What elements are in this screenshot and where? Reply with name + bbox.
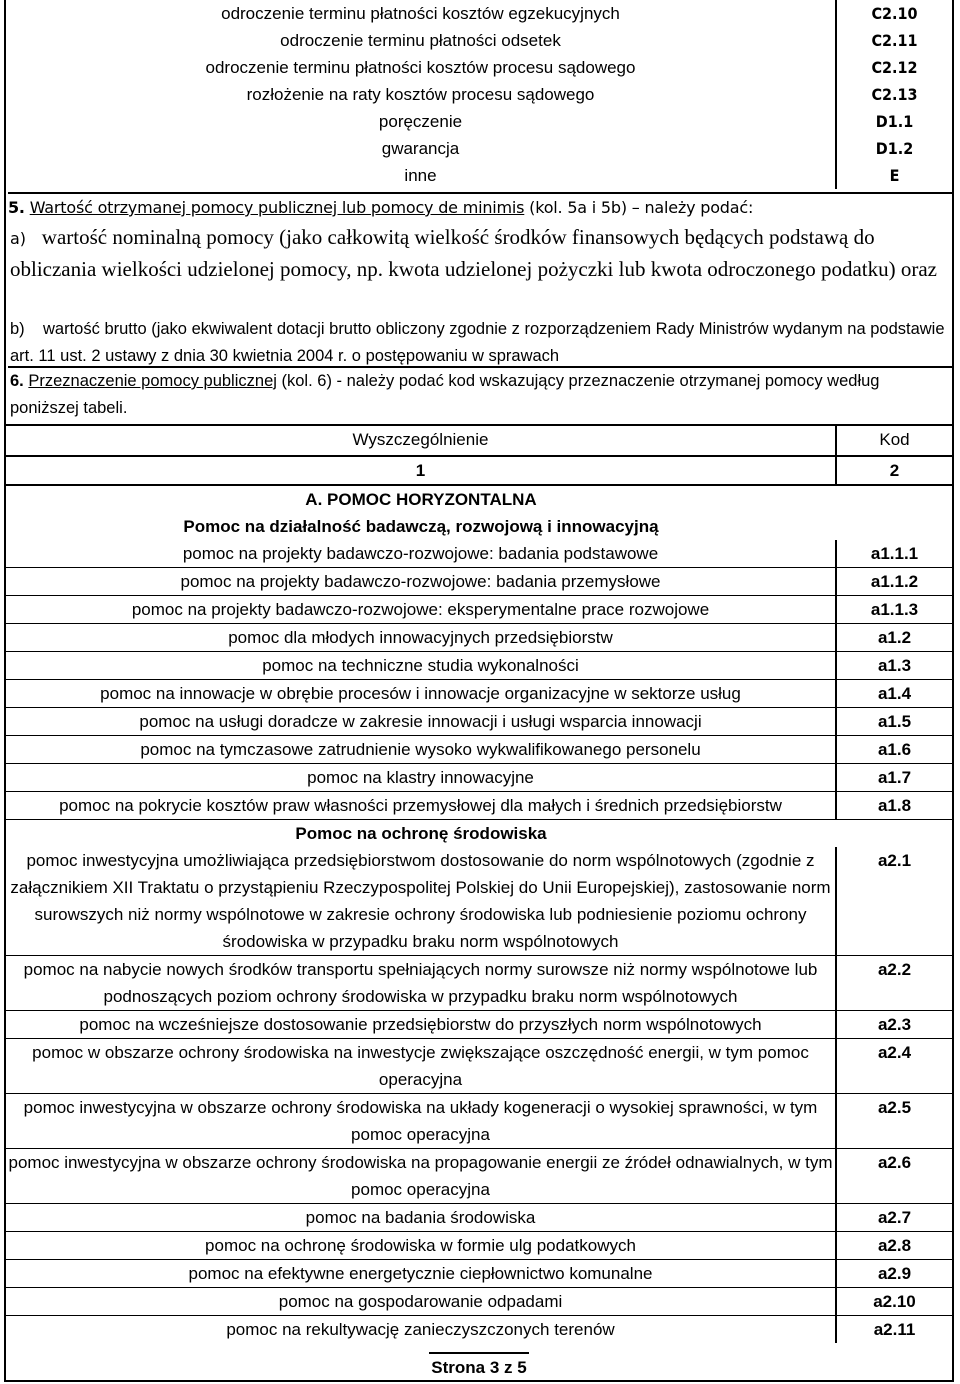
row-description: pomoc na projekty badawczo-rozwojowe: badania podstawowe — [6, 540, 836, 568]
row-code: a1.7 — [836, 764, 952, 792]
row-description: pomoc na wcześniejsze dostosowanie przedsiębiorstw do przyszłych norm wspólnotowych — [6, 1011, 836, 1039]
paragraph-b-text: wartość brutto (jako ekwiwalent dotacji brutto obliczony zgodnie z rozporządzeniem Rady Ministrów wydanym na podstawie art. 11 ust. 2 ustawy z dnia 30 kwietnia 2004 r. o postępowaniu w sprawach — [10, 320, 945, 365]
table-header-row — [6, 426, 952, 456]
top-row-label: poręczenie — [6, 108, 836, 135]
top-table-row — [6, 162, 952, 189]
section-5-title: Wartość otrzymanej pomocy publicznej lub pomocy de minimis — [29, 198, 525, 217]
section-5 — [8, 192, 952, 222]
top-row-code: C2.10 — [871, 4, 918, 23]
column-number-2: 2 — [836, 456, 952, 485]
top-row-code: D1.1 — [875, 112, 914, 131]
row-code: a2.6 — [836, 1149, 952, 1204]
top-row-label: gwarancja — [6, 135, 836, 162]
table-row — [6, 1232, 952, 1260]
row-code: a1.6 — [836, 736, 952, 764]
top-row-label: inne — [6, 162, 836, 189]
row-description: pomoc na nabycie nowych środków transportu spełniających normy surowsze niż normy wspólnotowe lub podnoszących poziom ochrony środowiska w przypadku braku norm wspólnotowych — [6, 956, 836, 1011]
row-description: pomoc na gospodarowanie odpadami — [6, 1288, 836, 1316]
section-6-rest: (kol. 6) - należy podać kod wskazujący przeznaczenie otrzymanej pomocy według poniższej tabeli. — [10, 372, 880, 417]
row-description: pomoc dla młodych innowacyjnych przedsiębiorstw — [6, 624, 836, 652]
table-row — [6, 847, 952, 956]
row-description: pomoc inwestycyjna w obszarze ochrony środowiska na układy kogeneracji o wysokiej sprawności, w tym pomoc operacyjna — [6, 1094, 836, 1149]
table-row — [6, 596, 952, 624]
table-row — [6, 1094, 952, 1149]
table-row — [6, 764, 952, 792]
section-6 — [8, 366, 952, 422]
section-6-title: Przeznaczenie pomocy publicznej — [28, 372, 277, 390]
table-row — [6, 1316, 952, 1344]
group-title: Pomoc na działalność badawczą, rozwojową i innowacyjną — [183, 517, 659, 536]
row-description: pomoc inwestycyjna w obszarze ochrony środowiska na propagowanie energii ze źródeł odnawialnych, w tym pomoc operacyjna — [6, 1149, 836, 1204]
row-code: a1.8 — [836, 792, 952, 820]
row-code: a2.10 — [836, 1288, 952, 1316]
table-row — [6, 540, 952, 568]
row-description: pomoc na usługi doradcze w zakresie innowacji i usługi wsparcia innowacji — [6, 708, 836, 736]
row-code: a2.8 — [836, 1232, 952, 1260]
row-description: pomoc na klastry innowacyjne — [6, 764, 836, 792]
top-table-row — [6, 27, 952, 54]
top-table-row — [6, 135, 952, 162]
top-row-label: rozłożenie na raty kosztów procesu sądowego — [6, 81, 836, 108]
column-number-1: 1 — [6, 456, 836, 485]
section-5-number: 5. — [8, 198, 25, 217]
row-code: a1.1.3 — [836, 596, 952, 624]
table-row — [6, 1149, 952, 1204]
group-title: Pomoc na ochronę środowiska — [295, 824, 547, 843]
row-description: pomoc na innowacje w obrębie procesów i innowacje organizacyjne w sektorze usług — [6, 680, 836, 708]
row-code: a1.1.2 — [836, 568, 952, 596]
top-row-label: odroczenie terminu płatności kosztów egzekucyjnych — [6, 0, 836, 27]
row-code: a2.7 — [836, 1204, 952, 1232]
row-code: a1.4 — [836, 680, 952, 708]
row-code: a1.2 — [836, 624, 952, 652]
row-description: pomoc na rekultywację zanieczyszczonych terenów — [6, 1316, 836, 1344]
row-description: pomoc na tymczasowe zatrudnienie wysoko wykwalifikowanego personelu — [6, 736, 836, 764]
row-description: pomoc inwestycyjna umożliwiająca przedsiębiorstwom dostosowanie do norm wspólnotowych (zgodnie z załącznikiem XII Traktatu o przystąpieniu Rzeczypospolitej Polskiej do Unii Europejskiej), zastosowanie norm surowszych niż normy wspólnotowe w zakresie ochrony środowiska lub podniesienie poziomu ochrony środowiska w przypadku braku norm wspólnotowych — [6, 847, 836, 956]
row-code: a2.5 — [836, 1094, 952, 1149]
paragraph-b — [10, 316, 950, 370]
top-row-label: odroczenie terminu płatności odsetek — [6, 27, 836, 54]
table-row — [6, 736, 952, 764]
header-code: Kod — [879, 430, 910, 449]
table-row — [6, 680, 952, 708]
table-row — [6, 792, 952, 820]
table-column-numbers-row — [6, 456, 952, 485]
section-6-number: 6. — [10, 372, 24, 390]
top-row-code: E — [889, 166, 900, 185]
row-code: a2.11 — [873, 1320, 916, 1339]
table-row — [6, 956, 952, 1011]
group-title-row — [6, 513, 952, 540]
row-description: pomoc na projekty badawczo-rozwojowe: eksperymentalne prace rozwojowe — [6, 596, 836, 624]
top-row-code: C2.13 — [871, 85, 918, 104]
paragraph-a-text: wartość nominalną pomocy (jako całkowitą wielkość środków finansowych będących podstawą do obliczania wielkości udzielonej pomocy, np. kwota udzielonej pożyczki lub kwota odroczonego podatku) oraz — [10, 225, 938, 281]
table-row — [6, 568, 952, 596]
table-row — [6, 1011, 952, 1039]
top-row-code: C2.11 — [871, 31, 918, 50]
paragraph-b-marker: b) — [10, 320, 25, 338]
row-code: a1.3 — [836, 652, 952, 680]
row-code: a2.2 — [836, 956, 952, 1011]
top-table-row — [6, 0, 952, 27]
row-description: pomoc na ochronę środowiska w formie ulg podatkowych — [6, 1232, 836, 1260]
document-page — [4, 0, 954, 1382]
row-code: a1.5 — [836, 708, 952, 736]
top-row-code: D1.2 — [875, 139, 914, 158]
row-description: pomoc na efektywne energetycznie ciepłownictwo komunalne — [6, 1260, 836, 1288]
row-code: a2.4 — [836, 1039, 952, 1094]
table-row — [6, 708, 952, 736]
page-footer — [6, 1352, 952, 1382]
row-code: a2.9 — [836, 1260, 952, 1288]
row-code: a1.1.1 — [836, 540, 952, 568]
table-row — [6, 1039, 952, 1094]
top-table-row — [6, 54, 952, 81]
row-description: pomoc na badania środowiska — [6, 1204, 836, 1232]
top-row-code: C2.12 — [871, 58, 918, 77]
purpose-code-table — [6, 424, 952, 1343]
section-5-rest: (kol. 5a i 5b) – należy podać: — [529, 198, 754, 217]
row-description: pomoc na projekty badawczo-rozwojowe: badania przemysłowe — [6, 568, 836, 596]
row-description: pomoc w obszarze ochrony środowiska na inwestycje zwiększające oszczędność energii, w tym pomoc operacyjna — [6, 1039, 836, 1094]
page-number: Strona 3 z 5 — [429, 1352, 528, 1382]
row-code: a2.1 — [836, 847, 952, 956]
table-row — [6, 1260, 952, 1288]
top-code-table — [6, 0, 952, 189]
table-row — [6, 624, 952, 652]
section-title: A. POMOC HORYZONTALNA — [305, 490, 537, 509]
table-row — [6, 1288, 952, 1316]
table-row — [6, 652, 952, 680]
row-code: a2.3 — [836, 1011, 952, 1039]
top-table-row — [6, 81, 952, 108]
paragraph-a — [10, 222, 950, 284]
paragraph-a-marker: a) — [10, 229, 27, 248]
table-row — [6, 1204, 952, 1232]
header-description: Wyszczególnienie — [6, 426, 836, 456]
row-description: pomoc na pokrycie kosztów praw własności przemysłowej dla małych i średnich przedsiębiorstw — [6, 792, 836, 820]
group-title-row — [6, 820, 952, 848]
top-row-label: odroczenie terminu płatności kosztów procesu sądowego — [6, 54, 836, 81]
table-section-row — [6, 485, 952, 513]
top-table-row — [6, 108, 952, 135]
row-description: pomoc na techniczne studia wykonalności — [6, 652, 836, 680]
